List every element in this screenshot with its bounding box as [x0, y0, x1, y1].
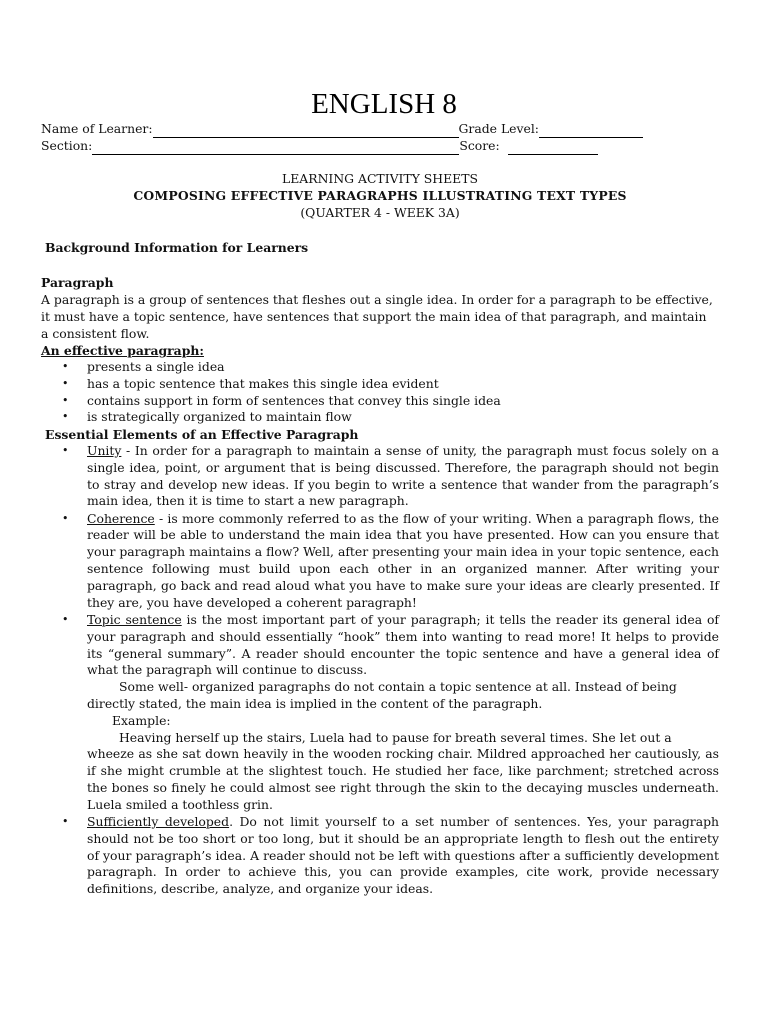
- page-title: ENGLISH 8: [311, 88, 457, 120]
- score-blank[interactable]: [508, 140, 598, 155]
- name-grade-row: [41, 121, 681, 138]
- coherence-item: [41, 511, 719, 612]
- sufficient-text: . Do not limit yourself to a set number of sentences. Yes, your paragraph should not be too short or too long, but it should be an appropriate length to flesh out the entirety of your paragraph’s idea. A reader should not be left with questions after a sufficiently development paragraph. In order to achieve this, you can provide examples, cite work, provide necessary definitions, describe, analyze, and organize your ideas.: [87, 814, 719, 897]
- topic-sentence-item: [41, 612, 719, 814]
- paragraph-heading: Paragraph: [41, 275, 114, 290]
- implied-note: Some well- organized paragraphs do not contain a topic sentence at all. Instead of being directly stated, the main idea is implied in the content of the paragraph.: [87, 679, 677, 711]
- section-blank[interactable]: [92, 140, 459, 155]
- sufficient-item: [41, 814, 719, 898]
- topic-text: is the most important part of your paragraph; it tells the reader its general idea of your paragraph and should essentially “hook” them into wanting to read more! It helps to provide its “general summary”. A reader should encounter the topic sentence and have a general idea of what the paragraph will continue to discuss.: [87, 611, 719, 678]
- paragraph-definition: A paragraph is a group of sentences that fleshes out a single idea. In order for a paragraph to be effective, it must have a topic sentence, have sentences that support the main idea of that paragraph, and maintain a consistent flow.: [41, 292, 713, 341]
- score-label: Score:: [459, 138, 500, 153]
- name-blank[interactable]: [153, 123, 459, 138]
- effective-list: [41, 359, 721, 426]
- sheet-type: LEARNING ACTIVITY SHEETS: [282, 171, 478, 186]
- sheet-topic: COMPOSING EFFECTIVE PARAGRAPHS ILLUSTRATING TEXT TYPES: [133, 188, 627, 203]
- coherence-text: - is more commonly referred to as the flow of your writing. When a paragraph flows, the reader will be able to understand the main idea that you have presented. How can you ensure that your paragraph maintains a flow? Well, after presenting your main idea in your topic sentence, each sentence following must build upon each other in an organized manner. After writing your paragraph, go back and read aloud what you have to make sure your ideas are clearly presented. If they are, you have developed a coherent paragraph!: [87, 510, 719, 610]
- topic-term: Topic sentence: [87, 611, 182, 627]
- sufficient-term: Sufficiently developed: [87, 814, 230, 830]
- elements-list: [41, 443, 719, 898]
- sheet-quarter: (QUARTER 4 - WEEK 3A): [300, 205, 460, 220]
- coherence-term: Coherence: [87, 510, 155, 526]
- list-item: • has a topic sentence that makes this single idea evident: [41, 376, 721, 393]
- unity-text: - In order for a paragraph to maintain a sense of unity, the paragraph must focus solely on a single idea, point, or argument that is being discussed. Therefore, the paragraph should not begin to stray and develop new ideas. If you begin to write a sentence that wander from the paragraph’s main idea, then it is time to start a new paragraph.: [87, 443, 719, 509]
- unity-term: Unity: [87, 443, 122, 458]
- list-item: • contains support in form of sentences that convey this single idea: [41, 393, 721, 410]
- example-label: Example:: [112, 712, 171, 728]
- background-heading: Background Information for Learners: [45, 240, 309, 255]
- list-item: • presents a single idea: [41, 359, 721, 376]
- grade-blank[interactable]: [539, 123, 643, 138]
- example-text: wheeze as she sat down heavily in the wooden rocking chair. Mildred approached her cautiously, as if she might crumble at the slightest touch. He studied her face, like parchment; stretched across the bones so finely he could almost see right through the skin to the decaying muscles underneath. Luela smiled a toothless grin.: [87, 746, 719, 812]
- effective-heading: An effective paragraph:: [41, 343, 204, 358]
- section-score-row: [41, 138, 681, 155]
- example-first-line: Heaving herself up the stairs, Luela had to pause for breath several times. She let out a: [119, 729, 672, 745]
- name-label: Name of Learner:: [41, 121, 153, 136]
- section-label: Section:: [41, 138, 93, 153]
- elements-heading: Essential Elements of an Effective Paragraph: [45, 427, 359, 442]
- grade-label: Grade Level:: [458, 121, 539, 136]
- unity-item: [41, 443, 719, 510]
- list-item: • is strategically organized to maintain flow: [41, 409, 721, 426]
